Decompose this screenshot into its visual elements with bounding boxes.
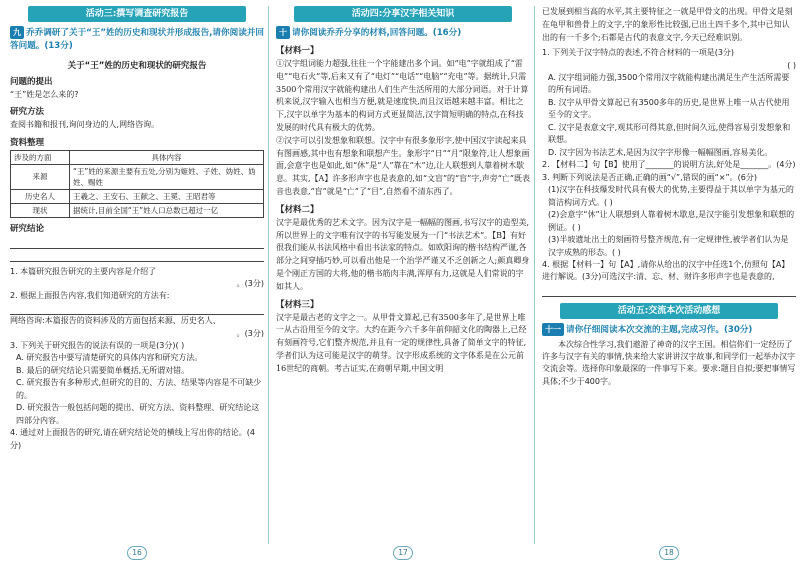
answer-line[interactable] xyxy=(10,236,264,249)
statement: (1)汉字在科技爆发时代具有极大的优势,主要得益于其以单字为基元的简洁构词方式。( ) xyxy=(548,185,794,207)
instruction: 九 乔乔调研了关于“王”姓的历史和现状并形成报告,请你阅读并回答问题。(13分) xyxy=(10,28,264,51)
material-heading: 【材料一】 xyxy=(276,46,319,56)
section-heading: 问题的提出 xyxy=(10,77,53,87)
option: A. 汉字组词能力强,3500个常用汉字就能构建出满足生产生活所需要的所有词语。 xyxy=(548,72,790,95)
section-banner: 活动五:交流本次活动感想 xyxy=(560,303,778,319)
statement: (2)会意字“休”让人联想到人靠着树木歇息,是汉字能引发想象和联想的例证。( ) xyxy=(548,210,795,232)
option: A. 研究报告中要写清楚研究的具体内容和研究方法。 xyxy=(16,353,203,363)
option: B. 最后的研究结论只需要简单概括,无所谓对错。 xyxy=(16,365,190,375)
page-16 xyxy=(6,0,268,566)
answer-line[interactable] xyxy=(10,249,264,262)
question: 4. 根据【材料一】句【A】,请你从给出的汉字中任选1个,仿照句【A】进行解说。(3分)可选汉字:清、忘、材、财许多形声字也是表意的, xyxy=(542,260,790,282)
statement: (3)半坡遗址出土的刻画符号整齐规范,有一定规律性,被学者们认为是汉字成熟的形态。( ) xyxy=(548,235,789,257)
table-row: 涉及的方面 具体内容 xyxy=(11,150,264,164)
section-heading: 资料整理 xyxy=(10,137,45,148)
material-text: 已发展到相当高的水平,其主要特征之一就是甲骨文的出现。甲骨文是刻在龟甲和兽骨上的文字,字的象形性比较强,已出土四千多个,其中已知认出的有一千多个;石都是古代的表意文字,今天已经难识别。 xyxy=(542,7,793,42)
table-row: 历史名人 王羲之、王安石、王献之、王冕、王昭君等 xyxy=(11,189,264,203)
instruction: 十 请你阅读乔乔分享的材料,回答问题。(16分) xyxy=(276,26,530,40)
section-heading: 研究结论 xyxy=(10,223,45,234)
body-text: 查阅书籍和报刊,询问身边的人,网络咨询。 xyxy=(10,120,160,130)
question: 3. 下列关于研究报告的说法有误的一项是(3分)( ) xyxy=(10,341,185,351)
answer-line[interactable] xyxy=(542,284,796,297)
answer-bracket[interactable]: ( ) xyxy=(787,60,796,70)
material-text: ①汉字组词能力超强,往往一个字能建出多个词。如“电”字就组成了“雷电”“电石火”等,后来又有了“电灯”“电话”“电脑”“充电”等。据统计,只需3500个常用汉字就能构建出人们生产生活所用的大部分词语。对于计算机来说,汉字输入也相当方便,就是速度快,而且汉语越来越丰富。相比之下,汉字以单字为基本的构词方式更显简洁,汉字简短明确的特点,在科技发展的时代具有极大的优势。 xyxy=(276,59,529,132)
section-banner: 活动四:分享汉字相关知识 xyxy=(294,6,512,22)
question: 2. 【材料二】句【B】使用了_______的说明方法,好处是_______。(4分) xyxy=(542,160,796,170)
instruction: 十一 请你仔细阅读本次交流的主题,完成习作。(30分) xyxy=(542,323,796,337)
material-text: 汉字是最优秀的艺术文字。因为汉字是一幅幅的图画,书写汉字的造型美,所以世界上的文字唯有汉字的书写能发展为一门“书法艺术”。【B】有好很我们能从书法风格中看出书法家的特点。如欧阳询的楷书结构严谨,各部分之间穿插巧妙,可以看出他是一个治学严谨又不乏创新之人;颜真卿身是个刚正方国的大将,他的楷书筋肉丰满,浑厚有力,这就是人们常说的字如其人。 xyxy=(276,217,530,291)
column-divider xyxy=(534,6,535,544)
body-text: “王”姓是怎么来的? xyxy=(10,90,79,99)
question: 4. 通过对上面报告的研究,请在研究结论处的横线上写出你的结论。(4分) xyxy=(10,428,255,450)
page-number: 16 xyxy=(127,546,147,560)
section-banner: 活动三:撰写调查研究报告 xyxy=(28,6,246,22)
question-number: 九 xyxy=(10,26,24,39)
question: 3. 判断下列说法是否正确,正确的画“√”,错误的画“×”。(6分) xyxy=(542,172,757,182)
page-number: 17 xyxy=(393,546,413,560)
question-score: 。(3分) xyxy=(236,278,264,288)
option: D. 研究报告一般包括问题的提出、研究方法、资料整理、研究结论这四部分内容。 xyxy=(16,403,260,425)
page-18 xyxy=(538,0,800,566)
page-17 xyxy=(272,0,534,566)
data-table xyxy=(10,150,264,218)
page-number: 18 xyxy=(659,546,679,560)
material-text: 汉字是最古老的文字之一。从甲骨文算起,已有3500多年了,是世界上唯一从古沿用至今的文字。大约在距今六千多年前仰韶文化的陶器上,已经有刻画符号,它们整齐规范,并且有一定的规律性,具备了简单文字的特征,学者们认为这可能是汉字的萌芽。汉字形成系统的文字体系是在公元前16世纪的商朝。考古证实,在商朝早期,中国文明 xyxy=(276,312,527,373)
table-row: 现状 据统计,目前全国“王”姓人口总数已超过一亿 xyxy=(11,203,264,217)
option: D. 汉字因为书法艺术,是因为汉字字形像一幅幅图画,容易美化。 xyxy=(548,147,773,157)
section-heading: 研究方法 xyxy=(10,107,45,118)
question-score: 。(3分) xyxy=(236,328,264,338)
option: B. 汉字从甲骨文算起已有3500多年的历史,是世界上唯一从古代使用至今的文字。 xyxy=(548,97,790,120)
question-number: 十 xyxy=(276,26,290,39)
material-heading: 【材料三】 xyxy=(276,299,319,310)
option: C. 汉字是表意文字,观其形可得其意,但时间久远,使得容易引发想象和联想。 xyxy=(548,122,791,145)
material-heading: 【材料二】 xyxy=(276,204,319,215)
table-row: 来源 “王”姓的来源主要有五处,分别为姬姓、子姓、妫姓、妫姓、赐姓 xyxy=(11,164,264,189)
report-title: 关于“王”姓的历史和现状的研究报告 xyxy=(67,61,207,71)
column-divider xyxy=(268,6,269,544)
essay-prompt: 本次综合性学习,我们遨游了神奇的汉字王国。相信你们一定经历了许多与汉字有关的事情,快来给大家讲讲汉字故事,和同学们一起举办汉字交流会等。选择你印象最深的一件事写下来。要求:题目自拟;要把事情写具体;不少于400字。 xyxy=(542,339,796,386)
question: 1. 下列关于汉字特点的表述,不符合材料的一项是(3分) xyxy=(542,48,735,58)
option: C. 研究报告有多种形式,但研究的目的、方法、结果等内容是不可缺少的。 xyxy=(16,378,262,400)
question: 2. 根据上面报告内容,我们知道研究的方法有: xyxy=(10,291,170,301)
question: 1. 本篇研究报告研究的主要内容是介绍了 xyxy=(10,266,157,276)
answer-line[interactable] xyxy=(10,302,264,315)
material-text: ②汉字可以引发想象和联想。汉字中有很多象形字,使中国汉字读起来具有图画感,其中也有想象和联想产生。象形字“日”“月”限象符,让人想象画面,会意字也是如此,如“休”是“人”靠在“木”边,让人联想到人靠着树木歇息。其实,【A】许多形声字也是表意的,如“文盲”的“盲”字,声旁“亡”既表音也表意,“盲”就是“亡”了“目”,自然看不清东西了。 xyxy=(276,135,530,196)
question-number: 十一 xyxy=(542,323,564,336)
question-text: 网络咨询:本篇报告的资料涉及的方面包括来源、历史名人、 xyxy=(10,316,221,326)
